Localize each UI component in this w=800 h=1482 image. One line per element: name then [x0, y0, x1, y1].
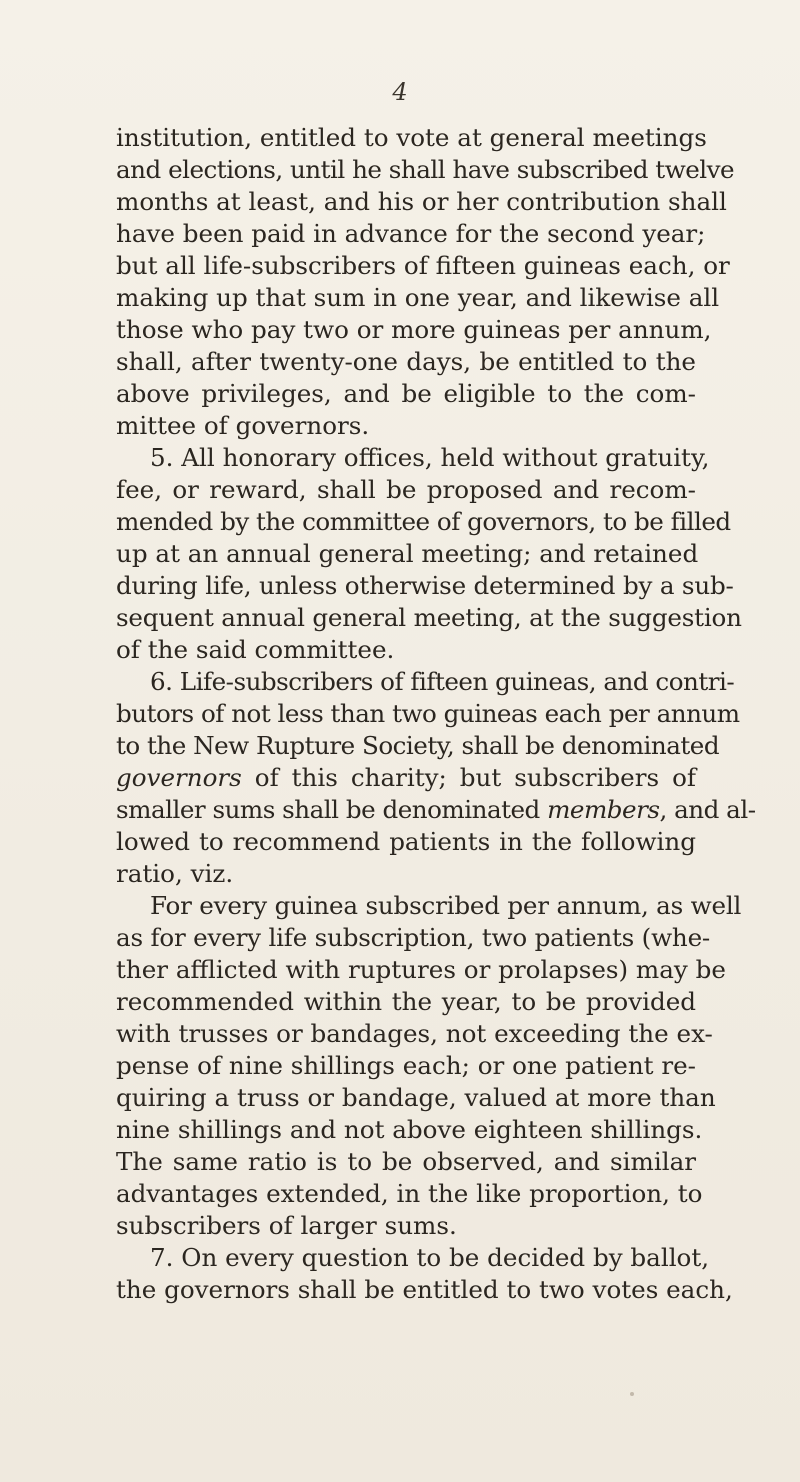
- text-line: 7. On every question to be decided by ballot,: [150, 1243, 710, 1272]
- paper-speck: [630, 1392, 634, 1396]
- text-line: 5. All honorary offices, held without gratuity,: [150, 443, 710, 472]
- text-line: ratio, viz.: [116, 859, 234, 888]
- text-line: smaller sums shall be denominated members, and al-: [116, 795, 756, 824]
- text-line: of the said committee.: [116, 635, 395, 664]
- page-number: 4: [392, 78, 408, 106]
- text-line: months at least, and his or her contribution shall: [116, 187, 727, 216]
- italic-term: members: [547, 795, 660, 824]
- text-line: to the New Rupture Society, shall be denominated: [116, 731, 720, 760]
- text-line: during life, unless otherwise determined by a sub-: [116, 571, 734, 600]
- italic-term: governors: [116, 763, 242, 792]
- text-line: sequent annual general meeting, at the suggestion: [116, 603, 742, 632]
- text-line: making up that sum in one year, and likewise all: [116, 283, 720, 312]
- text-line: butors of not less than two guineas each per annum: [116, 699, 740, 728]
- body-text: [116, 122, 756, 1306]
- text-line: 6. Life-subscribers of fifteen guineas, and contri-: [150, 667, 735, 696]
- text-line: quiring a truss or bandage, valued at more than: [116, 1083, 716, 1112]
- text-line: recommended within the year, to be provided: [116, 987, 696, 1016]
- text-line: advantages extended, in the like proportion, to: [116, 1179, 703, 1208]
- text-line: nine shillings and not above eighteen shillings.: [116, 1115, 703, 1144]
- text-line: lowed to recommend patients in the following: [116, 827, 696, 856]
- text-line: subscribers of larger sums.: [116, 1211, 457, 1240]
- text-line: have been paid in advance for the second year;: [116, 219, 706, 248]
- text-line: mended by the committee of governors, to be filled: [116, 507, 731, 536]
- text-line: and elections, until he shall have subscribed twelve: [116, 155, 735, 184]
- text-line: mittee of governors.: [116, 411, 370, 440]
- text-line: with trusses or bandages, not exceeding the ex-: [116, 1019, 713, 1048]
- text-line: pense of nine shillings each; or one patient re-: [116, 1051, 696, 1080]
- text-line: as for every life subscription, two patients (whe-: [116, 923, 711, 952]
- text-line: institution, entitled to vote at general meetings: [116, 123, 707, 152]
- text-line: For every guinea subscribed per annum, as well: [150, 891, 742, 920]
- text-line: ther afflicted with ruptures or prolapses) may be: [116, 955, 726, 984]
- text-line: governors of this charity; but subscribers of: [116, 763, 696, 792]
- text-line: those who pay two or more guineas per annum,: [116, 315, 712, 344]
- text-line: up at an annual general meeting; and retained: [116, 539, 699, 568]
- text-line: above privileges, and be eligible to the com-: [116, 379, 696, 408]
- text-line: the governors shall be entitled to two votes each,: [116, 1275, 733, 1304]
- text-line: fee, or reward, shall be proposed and recom-: [116, 475, 696, 504]
- text-line: shall, after twenty-one days, be entitled to the: [116, 347, 696, 376]
- text-line: The same ratio is to be observed, and similar: [116, 1147, 696, 1176]
- text-line: but all life-subscribers of fifteen guineas each, or: [116, 251, 730, 280]
